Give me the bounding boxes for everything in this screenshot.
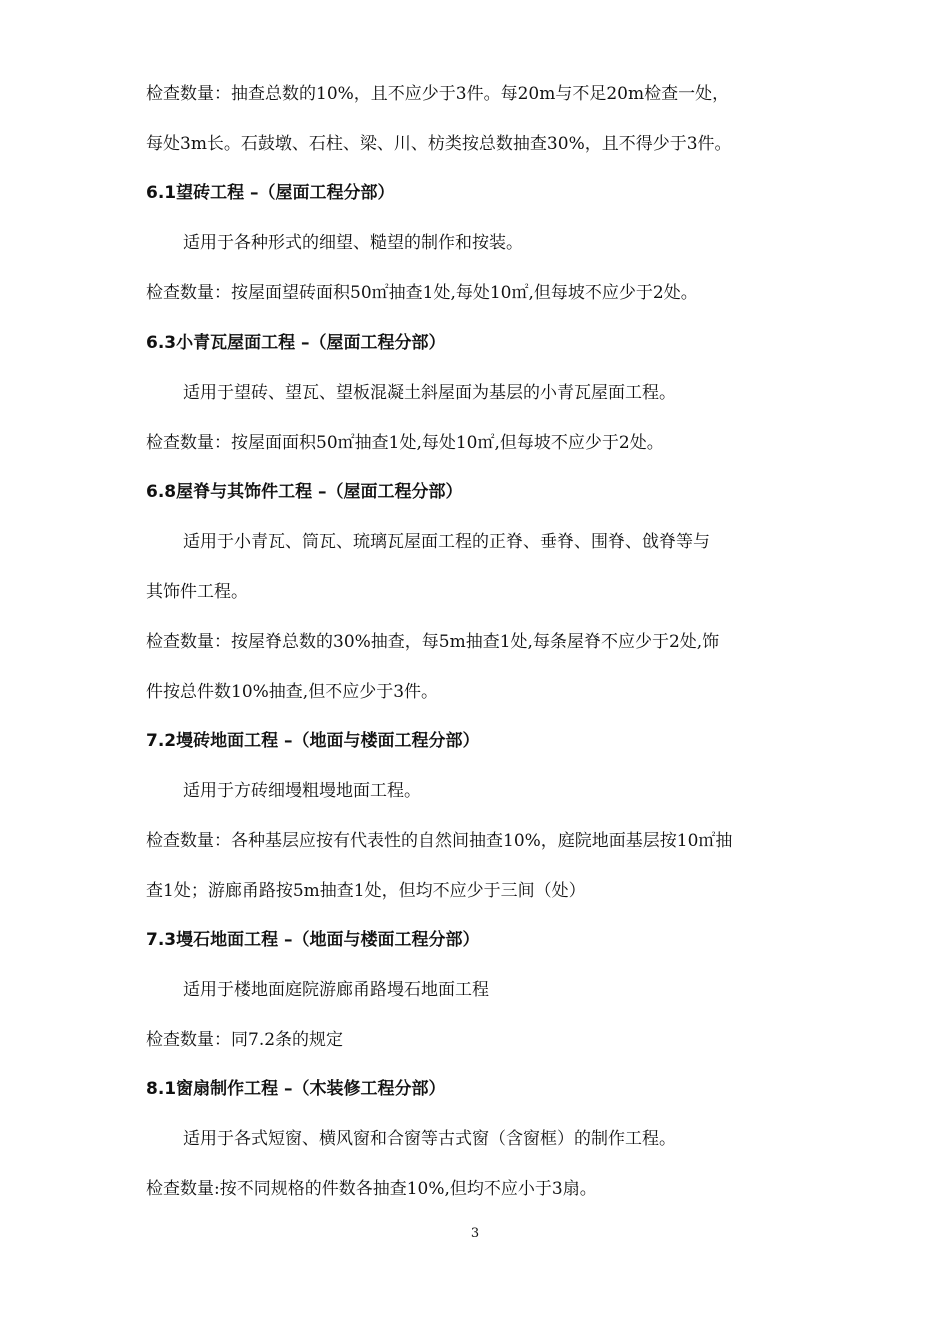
paragraph-line: 检查数量：按屋面面积50㎡抽查1处,每处10㎡,但每坡不应少于2处。 [146,433,664,453]
paragraph-line: 检查数量：按屋脊总数的30%抽查，每5m抽查1处,每条屋脊不应少于2处,饰 [146,632,720,652]
paragraph-line: 检查数量：各种基层应按有代表性的自然间抽查10%，庭院地面基层按10㎡抽 [146,831,733,851]
paragraph-line: 适用于小青瓦、筒瓦、琉璃瓦屋面工程的正脊、垂脊、围脊、戗脊等与 [183,532,710,552]
section-heading-6-8: 6.8屋脊与其饰件工程 –（屋面工程分部） [146,482,463,502]
page-number: 3 [470,1226,480,1241]
section-heading-6-1: 6.1望砖工程 –（屋面工程分部） [146,183,395,203]
paragraph-line: 每处3m长。石鼓墩、石柱、梁、川、枋类按总数抽查30%，且不得少于3件。 [146,134,732,154]
section-heading-8-1: 8.1窗扇制作工程 –（木装修工程分部） [146,1079,446,1099]
paragraph-line: 查1处；游廊甬路按5m抽查1处，但均不应少于三间（处） [146,881,586,901]
section-heading-7-3: 7.3墁石地面工程 –（地面与楼面工程分部） [146,930,480,950]
paragraph-line: 检查数量：抽查总数的10%，且不应少于3件。每20m与不足20m检查一处， [146,84,730,104]
section-heading-7-2: 7.2墁砖地面工程 –（地面与楼面工程分部） [146,731,480,751]
paragraph-line: 检查数量：同7.2条的规定 [146,1030,344,1050]
paragraph-line: 适用于望砖、望瓦、望板混凝土斜屋面为基层的小青瓦屋面工程。 [183,383,676,403]
paragraph-line: 适用于楼地面庭院游廊甬路墁石地面工程 [183,980,489,1000]
paragraph-line: 适用于各种形式的细望、糙望的制作和按装。 [183,233,523,253]
paragraph-line: 其饰件工程。 [146,582,248,602]
paragraph-line: 检查数量：按屋面望砖面积50㎡抽查1处,每处10㎡,但每坡不应少于2处。 [146,283,698,303]
paragraph-line: 适用于方砖细墁粗墁地面工程。 [183,781,421,801]
paragraph-line: 件按总件数10%抽查,但不应少于3件。 [146,682,439,702]
paragraph-line: 适用于各式短窗、横风窗和合窗等古式窗（含窗框）的制作工程。 [183,1129,676,1149]
section-heading-6-3: 6.3小青瓦屋面工程 –（屋面工程分部） [146,333,446,353]
paragraph-line: 检查数量:按不同规格的件数各抽查10%,但均不应小于3扇。 [146,1179,597,1199]
